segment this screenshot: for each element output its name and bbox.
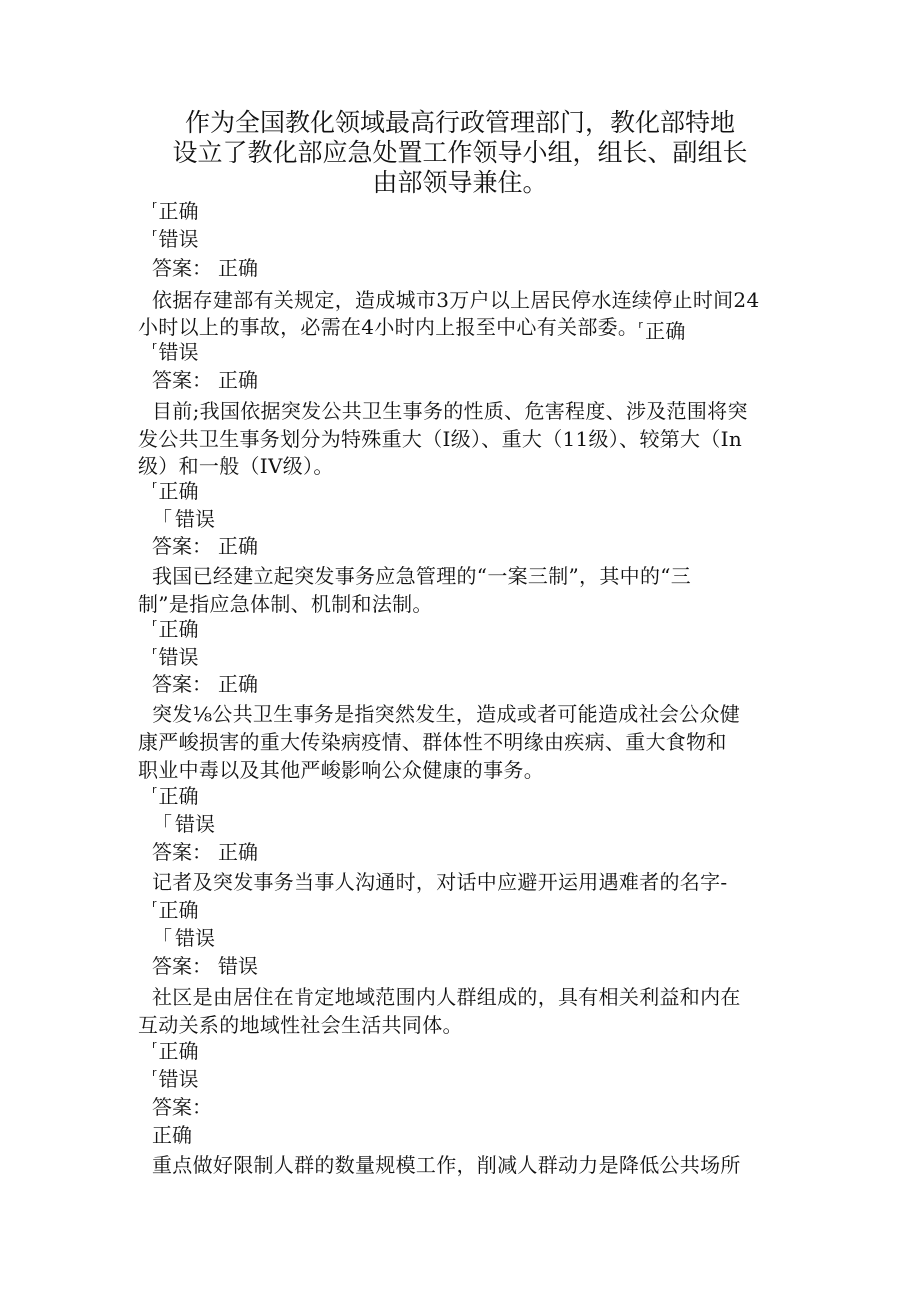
option-label: 错误 — [158, 340, 199, 364]
option-wrong-q1[interactable] — [152, 225, 199, 253]
radio-icon: r — [152, 1066, 157, 1079]
answer-value: 正确 — [218, 368, 258, 392]
option-label: 错误 — [158, 645, 199, 669]
option-label: 正确 — [158, 199, 199, 223]
answer-value: 正确 — [218, 672, 258, 696]
answer-q5 — [152, 838, 258, 866]
title-line-1: 作为全国教化领域最高行政管理部门，教化部特地 — [184, 108, 735, 137]
page-title — [140, 108, 780, 198]
radio-icon: 「 — [152, 926, 172, 950]
question-text: 级）和一般（IV级）。 — [138, 454, 334, 478]
title-line-2: 设立了教化部应急处置工作领导小组，组长、副组长 — [172, 138, 748, 167]
question-text: 重点做好限制人群的数量规模工作，削减人群动力是降低公共场所 — [152, 1153, 741, 1177]
radio-icon: r — [152, 644, 157, 657]
option-wrong-q7[interactable] — [152, 1065, 199, 1093]
answer-label-q7: 答案： — [152, 1095, 212, 1119]
question-text: 互动关系的地域性社会生活共同体。 — [138, 1013, 463, 1037]
answer-label: 答案： — [152, 256, 212, 280]
option-label: 错误 — [158, 227, 199, 251]
question-text: 制”是指应急体制、机制和法制。 — [138, 592, 433, 616]
option-label: 正确 — [158, 617, 199, 641]
answer-q2 — [152, 366, 258, 394]
question-text: 我国已经建立起突发事务应急管理的“一案三制”，其中的“三 — [152, 564, 692, 588]
answer-value: 正确 — [218, 840, 258, 864]
answer-label: 答案： — [152, 368, 212, 392]
option-wrong-q6[interactable] — [152, 924, 215, 952]
option-wrong-q4[interactable] — [152, 643, 199, 671]
answer-value: 错误 — [218, 954, 258, 978]
radio-icon: r — [152, 897, 157, 910]
answer-label: 答案： — [152, 672, 212, 696]
radio-icon: r — [152, 339, 157, 352]
answer-q6 — [152, 952, 258, 980]
radio-icon: r — [152, 478, 157, 491]
answer-value: 正确 — [218, 256, 258, 280]
radio-icon: r — [152, 1038, 157, 1051]
option-label: 错误 — [175, 507, 215, 531]
radio-icon: r — [152, 783, 157, 796]
radio-icon: r — [152, 198, 157, 211]
option-label: 正确 — [158, 898, 199, 922]
radio-icon: 「 — [152, 812, 172, 836]
answer-q3 — [152, 532, 258, 560]
answer-q4 — [152, 670, 258, 698]
option-label: 正确 — [158, 1039, 199, 1063]
option-wrong-q2[interactable] — [152, 338, 199, 366]
option-correct-q1[interactable] — [152, 197, 199, 225]
option-label: 错误 — [158, 1067, 199, 1091]
title-line-3: 由部领导兼住。 — [372, 168, 548, 197]
option-correct-q5[interactable] — [152, 782, 199, 810]
question-text: 记者及突发事务当事人沟通时，对话中应避开运用遇难者的名字- — [152, 870, 728, 894]
radio-icon: r — [152, 226, 157, 239]
answer-label: 答案： — [152, 534, 212, 558]
radio-icon: 「 — [152, 507, 172, 531]
answer-label: 答案： — [152, 954, 212, 978]
option-label: 错误 — [175, 926, 215, 950]
radio-icon: r — [152, 616, 157, 629]
answer-value: 正确 — [218, 534, 258, 558]
question-text: 职业中毒以及其他严峻影响公众健康的事务。 — [138, 758, 544, 782]
answer-value-q7: 正确 — [152, 1123, 192, 1147]
option-label: 正确 — [645, 319, 686, 343]
option-wrong-q5[interactable] — [152, 810, 215, 838]
option-label: 错误 — [175, 812, 215, 836]
answer-q1 — [152, 254, 258, 282]
option-correct-q4[interactable] — [152, 615, 199, 643]
option-correct-q3[interactable] — [152, 477, 199, 505]
option-wrong-q3[interactable] — [152, 505, 215, 533]
option-label: 正确 — [158, 479, 199, 503]
question-text-cont — [138, 313, 686, 345]
question-text: 社区是由居住在肯定地域范围内人群组成的，具有相关利益和内在 — [152, 985, 741, 1009]
answer-label: 答案： — [152, 840, 212, 864]
question-text: 发公共卫生事务划分为特殊重大（I级）、重大（11级）、较第大（In — [138, 427, 743, 451]
question-text: 康严峻损害的重大传染病疫情、群体性不明缘由疾病、重大食物和 — [138, 730, 727, 754]
question-text: 目前;我国依据突发公共卫生事务的性质、危害程度、涉及范围将突 — [152, 399, 748, 423]
radio-icon: r — [638, 318, 644, 331]
question-text: 小时以上的事故，必需在4小时内上报至中心有关部委。 — [138, 315, 639, 339]
question-text: 突发⅛公共卫生事务是指突然发生，造成或者可能造成社会公众健 — [152, 702, 741, 726]
option-correct-q2[interactable] — [638, 317, 685, 345]
option-correct-q7[interactable] — [152, 1037, 199, 1065]
option-correct-q6[interactable] — [152, 896, 199, 924]
option-label: 正确 — [158, 784, 199, 808]
question-text: 依据存建部有关规定，造成城市3万户以上居民停水连续停止时间24 — [152, 288, 760, 312]
